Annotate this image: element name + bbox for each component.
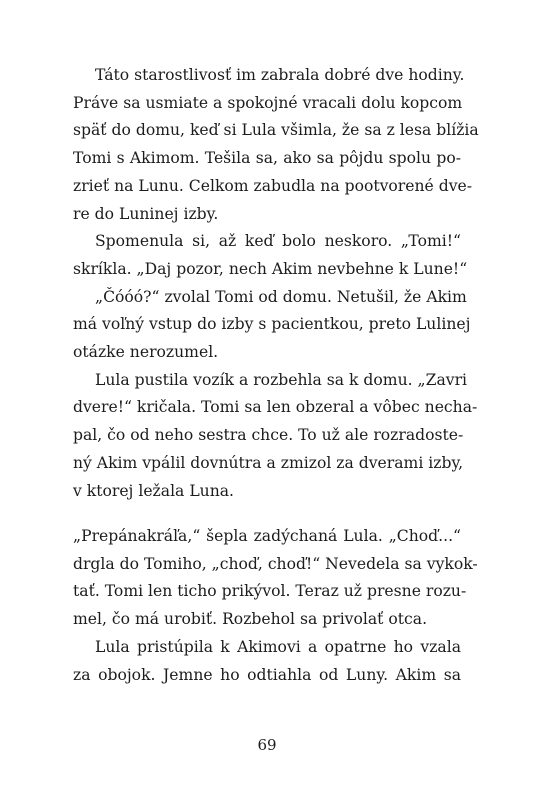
- text-line: „Čóóó?“ zvolal Tomi od domu. Netušil, že Akim: [95, 287, 467, 306]
- text-line: mel, čo má urobiť. Rozbehol sa privolať otca.: [73, 610, 428, 629]
- text-line: Táto starostlivosť im zabrala dobré dve hodiny.: [95, 66, 465, 84]
- text-line: ný Akim vpálil dovnútra a zmizol za dverami izby,: [73, 453, 464, 472]
- text-line: Lula pristúpila k Akimovi a opatrne ho vzala: [95, 637, 461, 656]
- text-line: má voľný vstup do izby s pacientkou, preto Lulinej: [73, 315, 471, 334]
- text-line: Spomenula si, až keď bolo neskoro. „Tomi!“: [95, 232, 461, 251]
- text-line: Lula pustila vozík a rozbehla sa k domu. „Zavri: [95, 370, 468, 389]
- text-line: dvere!“ kričala. Tomi sa len obzeral a vôbec necha-: [73, 398, 478, 417]
- text-line: pal, čo od neho sestra chce. To už ale rozradoste-: [73, 426, 464, 445]
- text-line: Práve sa usmiate a spokojné vracali dolu kopcom: [73, 93, 463, 112]
- text-section-2: [73, 523, 478, 689]
- text-line: skríkla. „Daj pozor, nech Akim nevbehne k Lune!“: [73, 259, 468, 278]
- text-line: drgla do Tomiho, „choď, choď!“ Nevedela sa vykok-: [73, 554, 478, 573]
- text-line: Tomi s Akimom. Tešila sa, ako sa pôjdu spolu po-: [73, 149, 461, 168]
- text-line: re do Luninej izby.: [73, 204, 219, 223]
- text-line: otázke nerozumel.: [73, 343, 219, 362]
- page-number: 69: [257, 736, 277, 754]
- text-line: zrieť na Lunu. Celkom zabudla na pootvorené dve-: [73, 176, 473, 195]
- text-section-1: [73, 62, 479, 505]
- text-line: za obojok. Jemne ho odtiahla od Luny. Akim sa: [73, 665, 461, 684]
- text-line: späť do domu, keď si Lula všimla, že sa z lesa blížia: [73, 121, 479, 140]
- text-line: „Prepánakráľa,“ šepla zadýchaná Lula. „Choď...“: [73, 527, 461, 545]
- text-line: tať. Tomi len ticho prikývol. Teraz už presne rozu-: [73, 582, 467, 601]
- text-line: v ktorej ležala Luna.: [73, 481, 235, 500]
